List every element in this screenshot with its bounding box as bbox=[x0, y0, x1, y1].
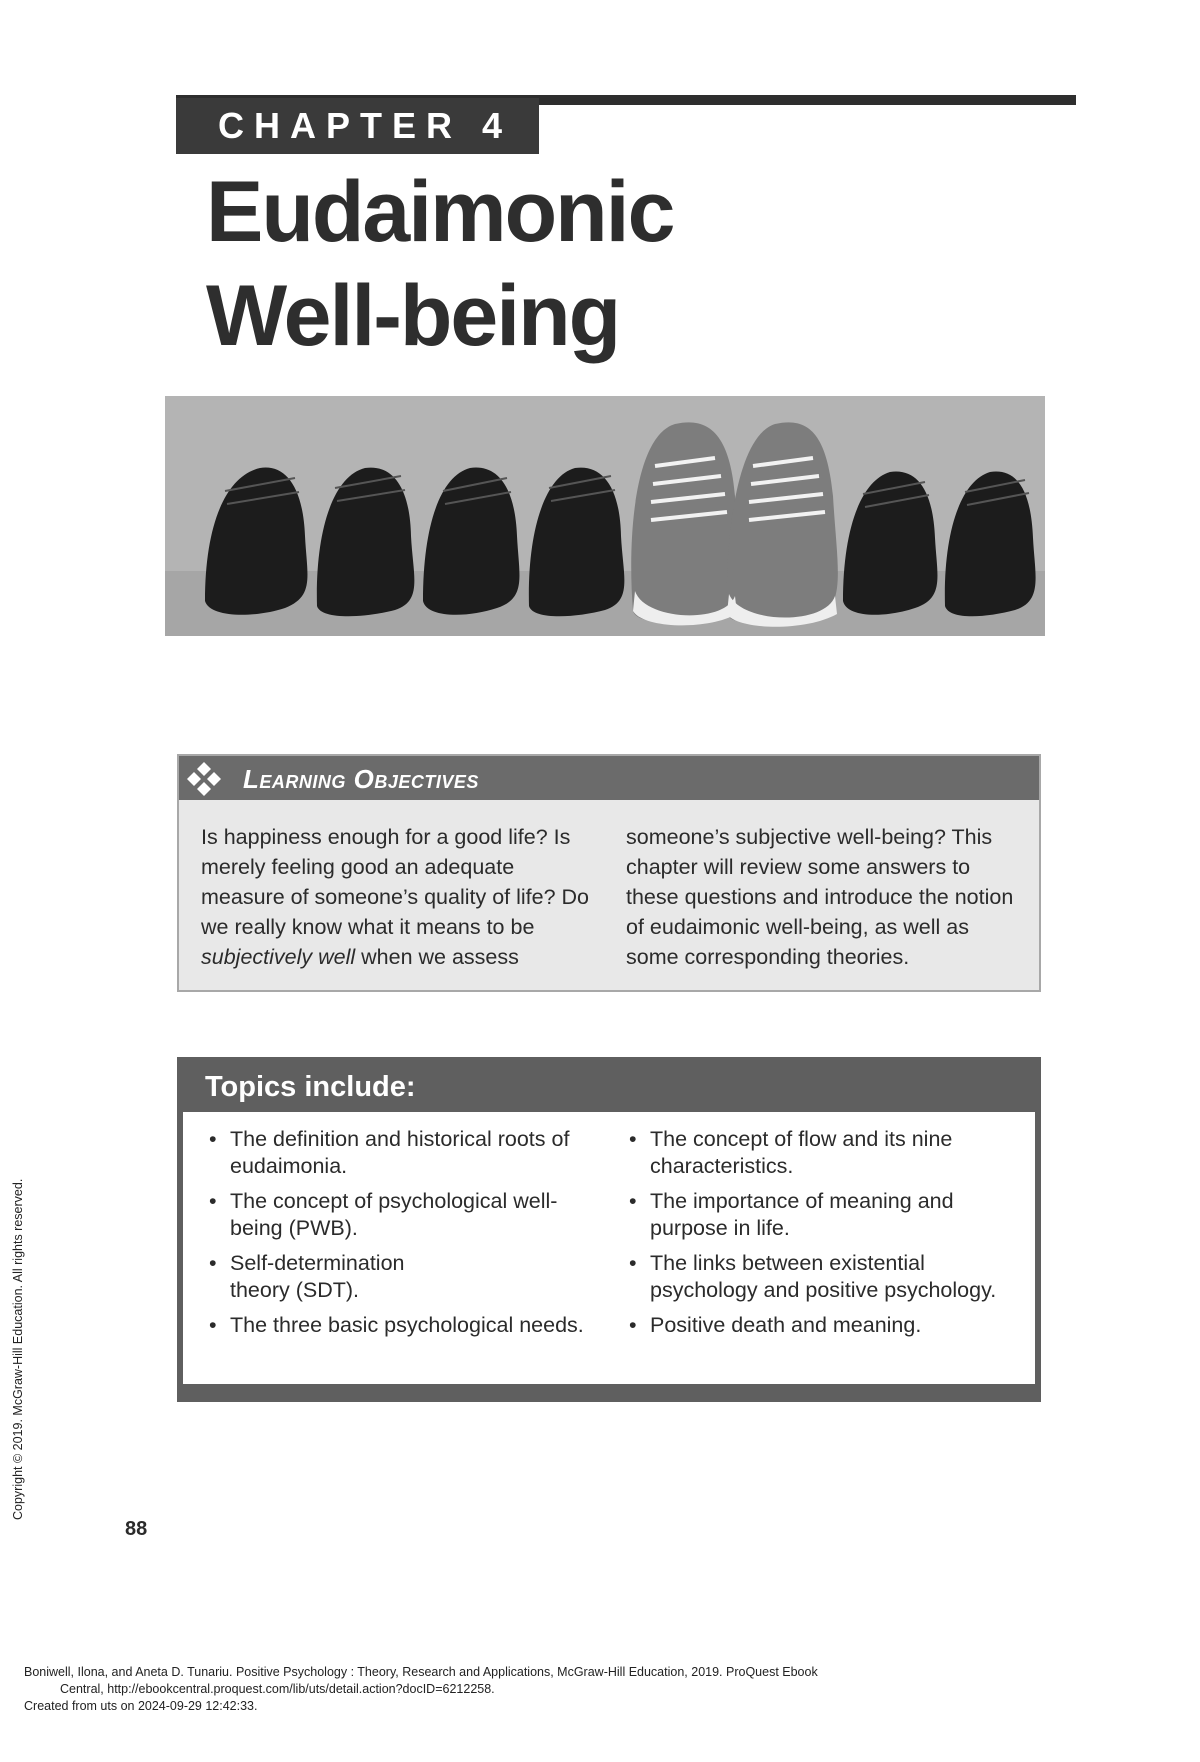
chapter-title-line-1: Eudaimonic bbox=[206, 164, 674, 260]
list-item-text: Self-determination theory (SDT). bbox=[230, 1251, 405, 1302]
list-item-text: The concept of psychological well-being (PWB). bbox=[230, 1189, 558, 1240]
diamond-cluster-icon bbox=[185, 760, 223, 798]
shoes-photo-illustration bbox=[165, 396, 1045, 636]
shoes-photo bbox=[165, 396, 1045, 636]
list-item bbox=[625, 1250, 1015, 1304]
list-item bbox=[205, 1250, 595, 1304]
chapter-label: CHAPTER 4 bbox=[176, 98, 539, 154]
list-item bbox=[205, 1188, 595, 1242]
lo-text-part-1: Is happiness enough for a good life? Is merely feeling good an adequate measure of someone’s quality of life? Do we really know what it means to be bbox=[201, 825, 590, 939]
topics-list-right bbox=[625, 1126, 1015, 1347]
bullet-icon: • bbox=[209, 1313, 217, 1337]
page-number: 88 bbox=[125, 1518, 148, 1540]
list-item-text: The importance of meaning and purpose in life. bbox=[650, 1189, 954, 1240]
topics-list-panel bbox=[183, 1112, 1035, 1384]
list-item-text: The definition and historical roots of eudaimonia. bbox=[230, 1127, 570, 1178]
bullet-icon: • bbox=[629, 1189, 637, 1213]
learning-objectives-title: Learning Objectives bbox=[243, 764, 479, 794]
bullet-icon: • bbox=[629, 1251, 637, 1275]
list-item bbox=[625, 1312, 1015, 1339]
citation-footer bbox=[24, 1664, 1024, 1715]
chapter-title-line-2: Well-being bbox=[206, 268, 620, 364]
bullet-icon: • bbox=[629, 1313, 637, 1337]
list-item bbox=[625, 1126, 1015, 1180]
learning-objectives-header bbox=[179, 756, 1039, 800]
list-item bbox=[205, 1126, 595, 1180]
bullet-icon: • bbox=[629, 1127, 637, 1151]
topics-list-left bbox=[205, 1126, 595, 1347]
list-item bbox=[625, 1188, 1015, 1242]
citation-line-2: Central, http://ebookcentral.proquest.com/lib/uts/detail.action?docID=6212258. bbox=[60, 1682, 495, 1696]
bullet-icon: • bbox=[209, 1127, 217, 1151]
list-item-text: The links between existential psychology and positive psychology. bbox=[650, 1251, 997, 1302]
bullet-icon: • bbox=[209, 1189, 217, 1213]
bullet-icon: • bbox=[209, 1251, 217, 1275]
citation-line-3: Created from uts on 2024-09-29 12:42:33. bbox=[24, 1699, 258, 1713]
learning-objectives-box bbox=[177, 754, 1041, 992]
list-item-text: The three basic psychological needs. bbox=[230, 1313, 584, 1337]
list-item-text: The concept of flow and its nine characteristics. bbox=[650, 1127, 953, 1178]
learning-objectives-text bbox=[201, 822, 1021, 972]
lo-text-part-2: when we assess someone’s subjective well-being? This chapter will review some answers to these questions and introduce the notion of eudaimonic well-being, as well as some corresponding theories. bbox=[355, 825, 1014, 969]
citation-line-1: Boniwell, Ilona, and Aneta D. Tunariu. Positive Psychology : Theory, Research and Applications, McGraw-Hill Education, 2019. ProQuest Ebook bbox=[24, 1665, 818, 1679]
topics-box bbox=[177, 1057, 1041, 1402]
list-item-text: Positive death and meaning. bbox=[650, 1313, 922, 1337]
lo-text-emphasis: subjectively well bbox=[201, 945, 356, 969]
chapter-title bbox=[206, 160, 673, 368]
copyright-notice: Copyright © 2019. McGraw-Hill Education. All rights reserved. bbox=[11, 1178, 25, 1520]
topics-title: Topics include: bbox=[205, 1071, 416, 1103]
list-item bbox=[205, 1312, 595, 1339]
